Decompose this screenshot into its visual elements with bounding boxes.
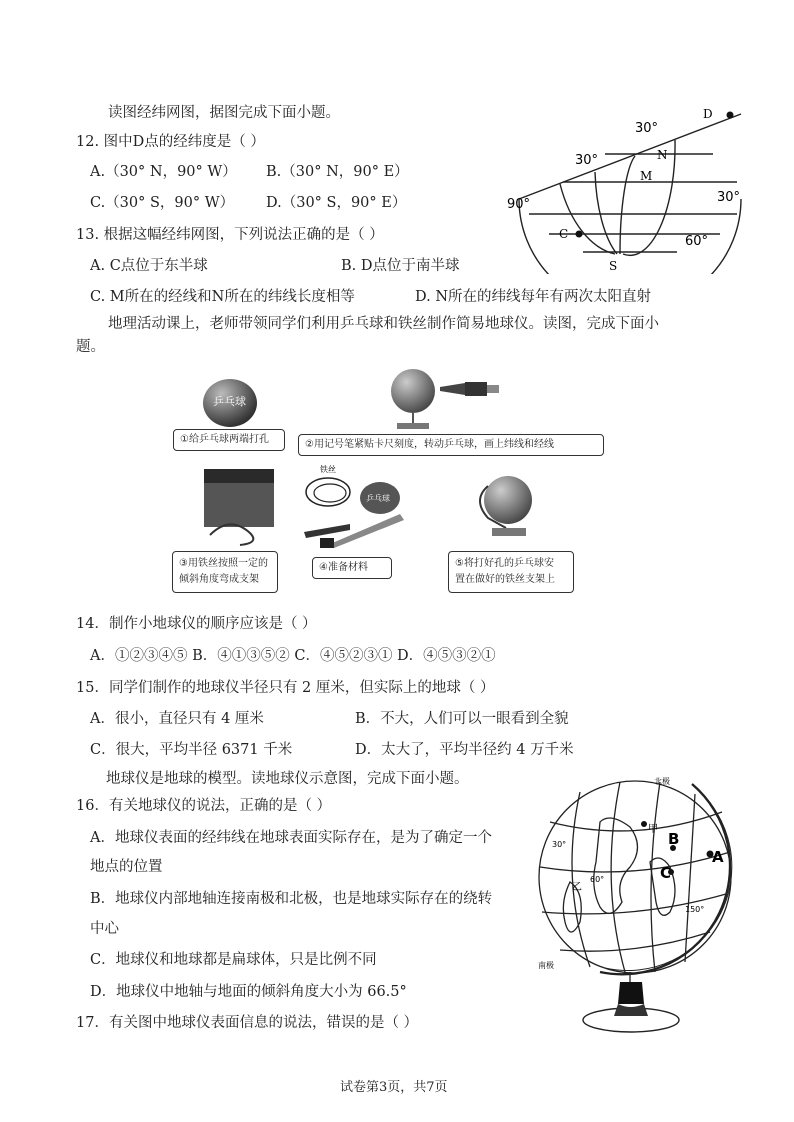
q16-option-b-line2[interactable]: 中心 xyxy=(90,921,119,937)
globe-label-150: 150° xyxy=(685,905,705,914)
latlon-grid-figure xyxy=(505,104,745,274)
intro-activity-line1: 地理活动课上，老师带领同学们利用乒乓球和铁丝制作简易地球仪。读图，完成下面小 xyxy=(108,316,659,332)
grid-point-c: C xyxy=(559,227,569,241)
globe-north-pole-label: 北极 xyxy=(654,777,670,786)
grid-label-90: 90° xyxy=(507,197,531,212)
globe-point-c: C xyxy=(660,864,672,882)
globe-label-yi: 乙 xyxy=(572,882,582,893)
step-5-caption xyxy=(448,551,574,593)
grid-point-n: N xyxy=(657,148,668,162)
step-1-caption xyxy=(173,429,285,451)
step-5-text-line2: 置在做好的铁丝支架上 xyxy=(455,574,555,585)
step-1-text: ①给乒乓球两端打孔 xyxy=(180,434,269,445)
globe-point-a: A xyxy=(712,848,724,866)
q15-option-d[interactable]: D．太大了，平均半径约 4 万千米 xyxy=(355,742,574,758)
q15-option-c[interactable]: C．很大，平均半径 6371 千米 xyxy=(90,742,293,758)
q16-option-a-line1[interactable]: A．地球仪表面的经纬线在地球表面实际存在，是为了确定一个 xyxy=(90,830,492,846)
q16-option-a-line2[interactable]: 地点的位置 xyxy=(90,859,163,875)
q14-options[interactable]: A．①②③④⑤ B．④①③⑤② C．④⑤②③① D．④⑤③②① xyxy=(90,648,496,664)
globe-drawing-image xyxy=(385,365,505,433)
step-2-caption xyxy=(298,434,604,456)
step-5-text-line1: ⑤将打好孔的乒乓球安 xyxy=(455,558,554,569)
grid-point-m: M xyxy=(640,169,653,183)
q16-stem: 16．有关地球仪的说法，正确的是（ ） xyxy=(76,798,332,814)
wire-stand-image xyxy=(200,465,280,550)
ping-pong-ball-image xyxy=(200,375,260,427)
q15-stem: 15．同学们制作的地球仪半径只有 2 厘米，但实际上的地球（ ） xyxy=(76,680,495,696)
q15-option-a[interactable]: A．很小，直径只有 4 厘米 xyxy=(90,711,264,727)
materials-image xyxy=(300,462,410,552)
step-3-text-line1: ③用铁丝按照一定的 xyxy=(179,558,268,569)
step-2-text: ②用记号笔紧贴卡尺刻度，转动乒乓球，画上纬线和经线 xyxy=(305,439,554,450)
grid-label-30-top: 30° xyxy=(635,121,659,136)
q16-option-d[interactable]: D．地球仪中地轴与地面的倾斜角度大小为 66.5° xyxy=(90,984,407,1000)
intro-activity-line2: 题。 xyxy=(76,339,105,355)
intro-globe: 地球仪是地球的模型。读地球仪示意图，完成下面小题。 xyxy=(106,771,469,787)
ball-label: 乒乓球 xyxy=(213,395,246,408)
q12-stem: 12. 图中D点的经纬度是（ ） xyxy=(76,134,265,150)
q16-option-b-line1[interactable]: B．地球仪内部地轴连接南极和北极，也是地球实际存在的绕转 xyxy=(90,891,493,907)
q13-option-b[interactable]: B. D点位于南半球 xyxy=(341,258,460,274)
q14-stem: 14．制作小地球仪的顺序应该是（ ） xyxy=(76,616,317,632)
q12-option-d[interactable]: D.（30° S，90° E） xyxy=(266,195,407,211)
step-4-text: ④准备材料 xyxy=(319,562,368,573)
globe-south-pole-label: 南极 xyxy=(538,961,554,970)
q13-stem: 13. 根据这幅经纬网图，下列说法正确的是（ ） xyxy=(76,227,384,243)
q12-option-a[interactable]: A.（30° N，90° W） xyxy=(90,164,237,180)
q15-option-b[interactable]: B．不大，人们可以一眼看到全貌 xyxy=(355,711,569,727)
q16-option-c[interactable]: C．地球仪和地球都是扁球体，只是比例不同 xyxy=(90,952,377,968)
step-3-text-line2: 倾斜角度弯成支架 xyxy=(179,574,259,585)
materials-ball-label: 乒乓球 xyxy=(366,494,390,503)
q13-option-d[interactable]: D. N所在的纬线每年有两次太阳直射 xyxy=(415,289,652,305)
grid-label-30-left: 30° xyxy=(575,153,599,168)
q17-stem: 17．有关图中地球仪表面信息的说法，错误的是（ ） xyxy=(76,1015,419,1031)
q12-option-c[interactable]: C.（30° S，90° W） xyxy=(90,195,235,211)
assembled-globe-image xyxy=(470,468,550,548)
q13-option-c[interactable]: C. M所在的经线和N所在的纬线长度相等 xyxy=(90,289,355,305)
grid-point-d: D xyxy=(703,107,713,121)
q12-option-b[interactable]: B.（30° N，90° E） xyxy=(266,164,409,180)
page-footer: 试卷第3页，共7页 xyxy=(340,1080,448,1095)
step-4-caption xyxy=(312,557,392,579)
globe-label-30: 30° xyxy=(552,840,567,849)
globe-label-60: 60° xyxy=(590,875,605,884)
grid-label-60: 60° xyxy=(685,234,709,249)
grid-label-30-right: 30° xyxy=(717,190,741,205)
q13-option-a[interactable]: A. C点位于东半球 xyxy=(90,258,208,274)
globe-point-b: B xyxy=(668,830,680,848)
grid-point-s: S xyxy=(609,259,618,273)
intro-grid-map: 读图经纬网图，据图完成下面小题。 xyxy=(108,105,340,121)
wire-label: 铁丝 xyxy=(320,465,336,474)
globe-figure xyxy=(530,772,750,1042)
globe-label-jia: 甲 xyxy=(648,824,658,835)
step-3-caption xyxy=(172,551,278,593)
